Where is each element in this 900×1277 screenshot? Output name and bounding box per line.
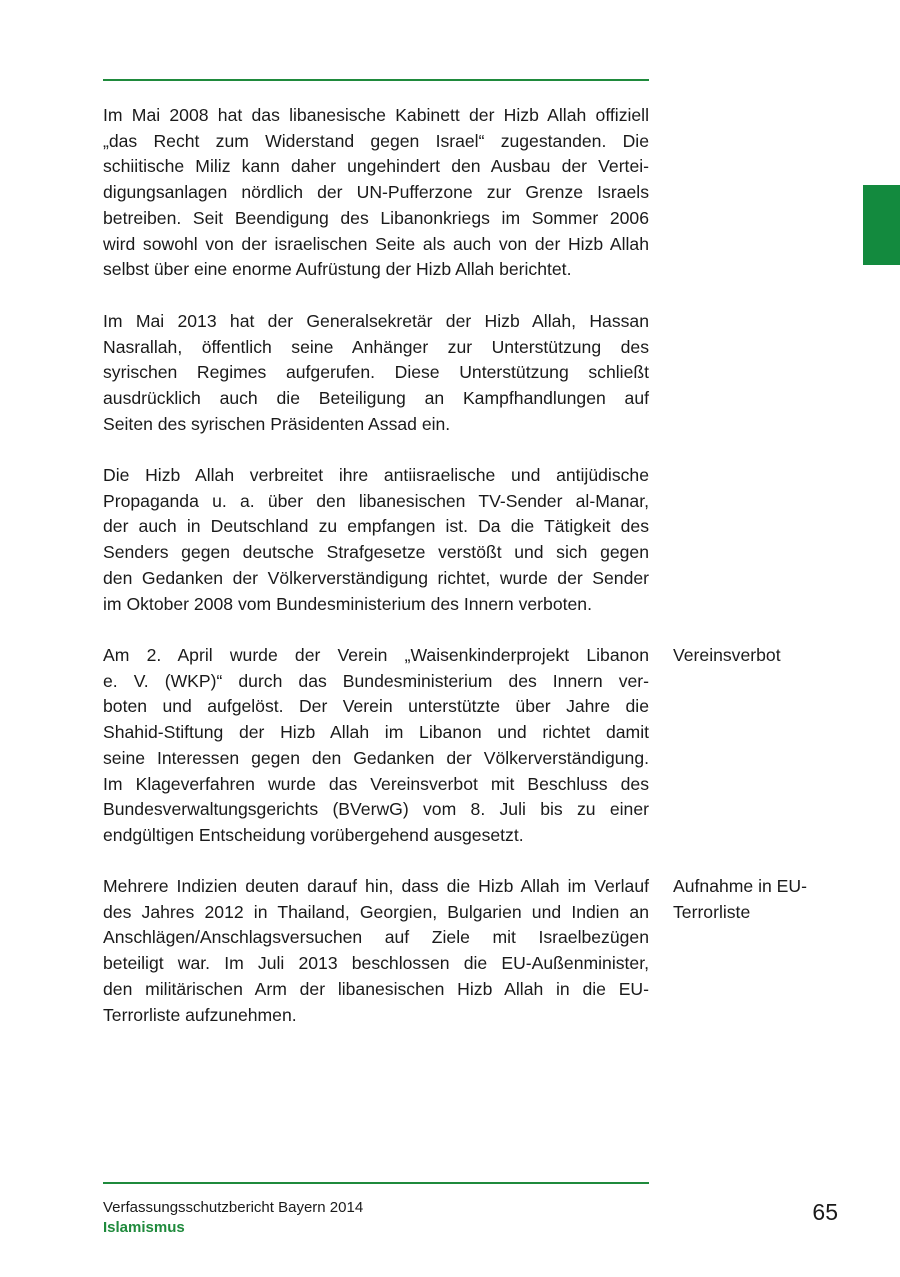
margin-note-vereinsverbot: Vereinsverbot: [673, 645, 781, 665]
paragraph-eu-terror-list: Mehrere Indizien deuten darauf hin, dass die Hizb Allah im Verlauf des Jahres 2012 in Thailand, Georgien, Bulgarien und Indien an Anschlägen/Anschlagsversuchen auf Ziele mit Israelbezügen beteiligt war. Im Juli 2013 beschlossen die EU-Außenminister, den militärischen Arm der libanesischen Hizb Allah in die EU- Terrorliste aufzunehmen.: [103, 876, 649, 1025]
chapter-tab-marker: [863, 185, 900, 265]
paragraph-wkp-ban: Am 2. April wurde der Verein „Waisenkinderprojekt Libanon e. V. (WKP)“ durch das Bundesministerium des Innern ver- boten und aufgelöst. Der Verein unterstützte über Jahre die Shahid-Stiftung der Hizb Allah im Libanon und richtet damit seine Interessen gegen den Gedanken der Völkerverständigung. Im Klageverfahren wurde das Vereinsverbot mit Beschluss des Bundesverwaltungsgerichts (BVerwG) vom 8. Juli bis zu einer endgültigen Entscheidung vorübergehend ausgesetzt.: [103, 645, 649, 845]
header-rule: [103, 79, 649, 81]
paragraph-al-manar: Die Hizb Allah verbreitet ihre antiisraelische und antijüdische Propaganda u. a. über den libanesischen TV-Sender al-Manar, der auch in Deutschland zu empfangen ist. Da die Tätigkeit des Senders gegen deutsche Strafgesetze verstößt und sich gegen den Gedanken der Völkerverständigung richtet, wurde der Sender im Oktober 2008 vom Bundesministerium des Innern verboten.: [103, 465, 649, 614]
paragraph-cabinet-2008: Im Mai 2008 hat das libanesische Kabinett der Hizb Allah offiziell „das Recht zum Widerstand gegen Israel“ zugestanden. Die schiitische Miliz kann daher ungehindert den Ausbau der Vertei- digungsanlagen nördlich der UN-Pufferzone zur Grenze Israels betreiben. Seit Beendigung des Libanonkriegs im Sommer 2006 wird sowohl von der israelischen Seite als auch von der Hizb Allah selbst über eine enorme Aufrüstung der Hizb Allah berichtet.: [103, 105, 649, 280]
margin-note-eu-terrorliste: Aufnahme in EU- Terrorliste: [673, 876, 807, 922]
footer-report-title: Verfassungsschutzbericht Bayern 2014: [103, 1199, 364, 1216]
paragraph-nasrallah-2013: Im Mai 2013 hat der Generalsekretär der Hizb Allah, Hassan Nasrallah, öffentlich seine Anhänger zur Unterstützung des syrischen Regimes aufgerufen. Diese Unterstützung schließt ausdrücklich auch die Beteiligung an Kampfhandlungen auf Seiten des syrischen Präsidenten Assad ein.: [103, 311, 649, 434]
footer-section-name: Islamismus: [103, 1219, 185, 1236]
footer-rule: [103, 1182, 649, 1184]
page-number: 65: [812, 1199, 838, 1225]
